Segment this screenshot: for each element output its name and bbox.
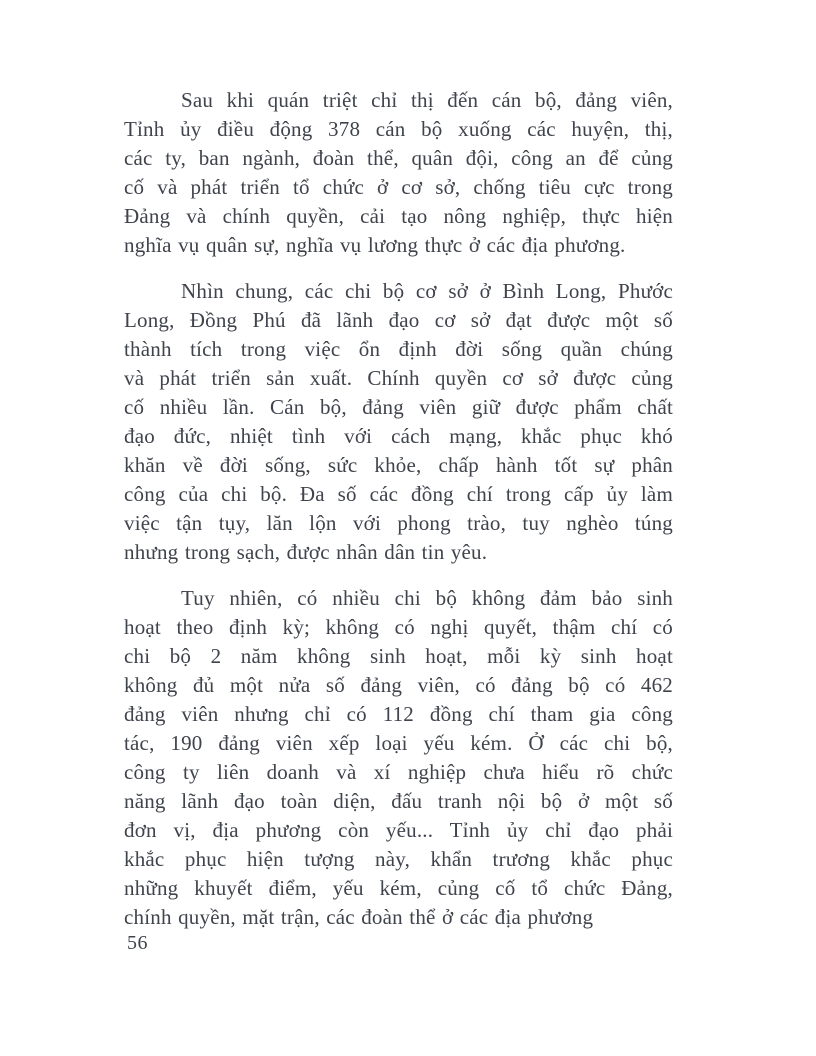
text-line: Long, Đồng Phú đã lãnh đạo cơ sở đạt được một số: [124, 308, 673, 332]
text-line: Sau khi quán triệt chỉ thị đến cán bộ, đảng viên,: [181, 88, 673, 112]
text-line: các ty, ban ngành, đoàn thể, quân đội, công an để củng: [124, 146, 673, 170]
text-line: đảng viên nhưng chỉ có 112 đồng chí tham gia công: [124, 702, 673, 726]
text-line: nghĩa vụ quân sự, nghĩa vụ lương thực ở các địa phương.: [124, 233, 626, 257]
text-line: đơn vị, địa phương còn yếu... Tỉnh ủy chỉ đạo phải: [124, 818, 673, 842]
text-block: [124, 86, 673, 949]
paragraph-3: [124, 584, 673, 932]
text-line: khắc phục hiện tượng này, khẩn trương khắc phục: [124, 847, 673, 871]
text-line: tác, 190 đảng viên xếp loại yếu kém. Ở các chi bộ,: [124, 731, 673, 755]
text-line: thành tích trong việc ổn định đời sống quần chúng: [124, 337, 673, 361]
text-line: cố nhiều lần. Cán bộ, đảng viên giữ được phẩm chất: [124, 395, 673, 419]
text-line: việc tận tụy, lăn lộn với phong trào, tuy nghèo túng: [124, 511, 673, 535]
text-line: cố và phát triển tổ chức ở cơ sở, chống tiêu cực trong: [124, 175, 673, 199]
text-line: chi bộ 2 năm không sinh hoạt, mỗi kỳ sinh hoạt: [124, 644, 673, 668]
page-number: 56: [127, 932, 148, 954]
text-line: năng lãnh đạo toàn diện, đấu tranh nội bộ ở một số: [124, 789, 673, 813]
text-line: công ty liên doanh và xí nghiệp chưa hiểu rõ chức: [124, 760, 673, 784]
text-line: Tuy nhiên, có nhiều chi bộ không đảm bảo sinh: [181, 586, 673, 610]
text-line: Tỉnh ủy điều động 378 cán bộ xuống các huyện, thị,: [124, 117, 673, 141]
paragraph-1: [124, 86, 673, 260]
text-line: đạo đức, nhiệt tình với cách mạng, khắc phục khó: [124, 424, 673, 448]
text-line: công của chi bộ. Đa số các đồng chí trong cấp ủy làm: [124, 482, 673, 506]
text-line: chính quyền, mặt trận, các đoàn thể ở các địa phương: [124, 905, 594, 929]
text-line: những khuyết điểm, yếu kém, củng cố tổ chức Đảng,: [124, 876, 673, 900]
text-line: khăn về đời sống, sức khỏe, chấp hành tốt sự phân: [124, 453, 673, 477]
text-line: không đủ một nửa số đảng viên, có đảng bộ có 462: [124, 673, 673, 697]
text-line: nhưng trong sạch, được nhân dân tin yêu.: [124, 540, 488, 564]
paragraph-2: [124, 277, 673, 567]
text-line: Nhìn chung, các chi bộ cơ sở ở Bình Long, Phước: [181, 279, 673, 303]
text-line: Đảng và chính quyền, cải tạo nông nghiệp, thực hiện: [124, 204, 673, 228]
text-line: và phát triển sản xuất. Chính quyền cơ sở được củng: [124, 366, 673, 390]
text-line: hoạt theo định kỳ; không có nghị quyết, thậm chí có: [124, 615, 673, 639]
